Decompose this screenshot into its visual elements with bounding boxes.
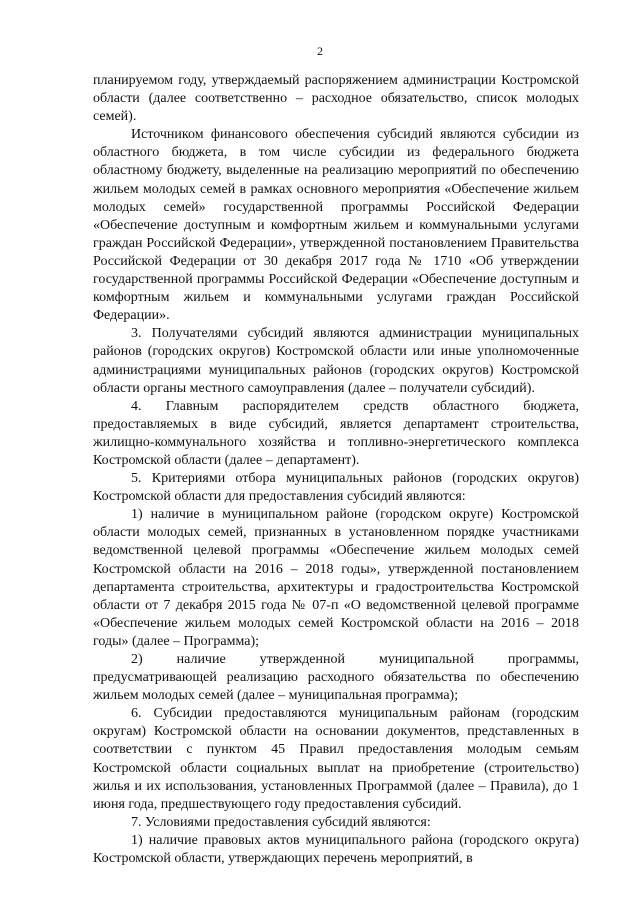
paragraph-continuation: планируемом году, утверждаемый распоряжением администрации Костромской области (далее соответственно – расходное обязательство, список молодых семей). <box>93 73 579 125</box>
paragraph-item-5: 5. Критериями отбора муниципальных районов (городских округов) Костромской области для предоставления субсидий являются: <box>93 471 579 505</box>
paragraph-item-5-1: 1) наличие в муниципальном районе (городском округе) Костромской области молодых семей, признанных в установленном порядке участниками ведомственной целевой программы «Обеспечение жильем молодых семей Костромской области на 2016 – 2018 годы», утвержденной постановлением департамента строительства, архитектуры и градостроительства Костромской области от 7 декабря 2015 года № 07-п «О ведомственной целевой программе «Обеспечение жильем молодых семей Костромской области на 2016 – 2018 годы» (далее – Программа); <box>93 507 579 649</box>
page-number: 2 <box>317 44 323 58</box>
paragraph-item-5-2: 2) наличие утвержденной муниципальной программы, предусматривающей реализацию расходного обязательства по обеспечению жильем молодых семей (далее – муниципальная программа); <box>93 652 579 704</box>
paragraph-item-7: 7. Условиями предоставления субсидий являются: <box>131 814 431 830</box>
document-body <box>93 72 579 868</box>
paragraph-item-7-1: 1) наличие правовых актов муниципального района (городского округа) Костромской области, утверждающих перечень мероприятий, в <box>93 832 579 867</box>
paragraph-item-4: 4. Главным распорядителем средств областного бюджета, предоставляемых в виде субсидий, является департамент строительства, жилищно-коммунального хозяйства и топливно-энергетического комплекса Костромской области (далее – департамент). <box>93 398 579 468</box>
paragraph-funding-source: Источником финансового обеспечения субсидий являются субсидии из областного бюджета, в том числе субсидии из федерального бюджета областному бюджету, выделенные на реализацию мероприятий по обеспечению жильем молодых семей в рамках основного мероприятия «Обеспечение жильем молодых семей» государственной программы Российской Федерации «Обеспечение доступным и комфортным жильем и коммунальными услугами граждан Российской Федерации», утвержденной постановлением Правительства Российской Федерации от 30 декабря 2017 года № 1710 «Об утверждении государственной программы Российской Федерации «Обеспечение доступным и комфортным жильем и коммунальными услугами граждан Российской Федерации». <box>93 127 579 324</box>
paragraph-item-6: 6. Субсидии предоставляются муниципальным районам (городским округам) Костромской области на основании документов, представленных в соответствии с пунктом 45 Правил предоставления молодым семьям Костромской области социальных выплат на приобретение (строительство) жилья и их использования, установленных Программой (далее – Правила), до 1 июня года, предшествующего году предоставления субсидий. <box>93 706 579 812</box>
paragraph-item-3: 3. Получателями субсидий являются администрации муниципальных районов (городских округов) Костромской области или иные уполномоченные администрациями муниципальных районов (городских округов) Костромской области органы местного самоуправления (далее – получатели субсидий). <box>93 326 579 396</box>
